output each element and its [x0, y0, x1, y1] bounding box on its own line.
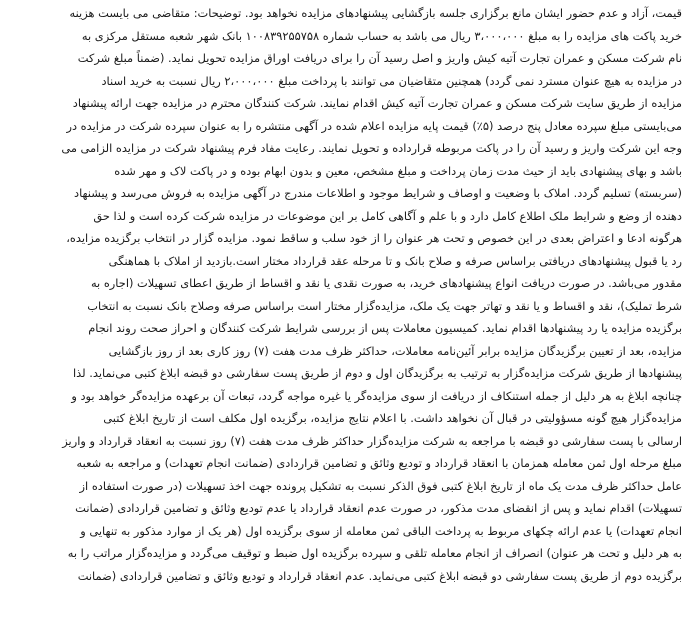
text-line: عامل حداکثر ظرف مدت یک ماه از تاریخ ابلاغ کتبی فوق الذکر نسبت به تشکیل پرونده جهت اخذ تسهیلات (در صورت استفاده از	[79, 478, 682, 493]
text-line: ارسالی با پست سفارشی دو قبضه با مراجعه به شرکت مزایده‌گزار حداکثر ظرف مدت هفت (۷) روز نسبت به انعقاد قرارداد و واریز	[62, 433, 682, 448]
text-line: نام شرکت مسکن و عمران تجارت آتیه کیش واریز و اصل رسید آن را برای دریافت اوراق مزایده تحویل نماید. (ضمناً مبلغ شرکت	[77, 51, 682, 65]
text-line: می‌بایستی مبلغ سپرده معادل پنج درصد (۵٪) قیمت پایه مزایده اعلام شده در آگهی منتشره را به عنوان سپرده شرکت در مزایده در	[66, 118, 682, 133]
text-line: مبلغ مرحله اول ثمن معامله همزمان با انعقاد قرارداد و تودیع وثائق و تضامین قراردادی (ضمانت انجام تعهدات) و مراجعه به شعبه	[76, 456, 682, 470]
text-line: باشد و بهای پیشنهادی باید از حیث مدت زمان پرداخت و مبلغ مشخص، معین و بدون ابهام بوده و در پاکت لاک و مهر شده	[114, 163, 682, 178]
text-line: مزایده از طریق سایت شرکت مسکن و عمران تجارت آتیه کیش اقدام نمایند. شرکت کنندگان محترم در مزایده جهت ارائه پیشنهاد	[72, 96, 682, 110]
text-line: چنانچه ابلاغ به هر دلیل از جمله استنکاف از دریافت از سوی مزایده‌گر یا غیره مواجه گردد، تبعات آن برعهده مزایده‌گر خواهد بود و	[71, 388, 682, 403]
text-line: مزایده، بعد از تعیین برگزیدگان مزایده برابر آئین‌نامه معاملات، حداکثر ظرف مدت هفت (۷) روز کاری بعد از روز بازگشایی	[108, 343, 682, 358]
text-line: قیمت، آزاد و عدم حضور ایشان مانع برگزاری جلسه بازگشایی پیشنهادهای مزایده نخواهد بود. توضیحات: متقاضی می بایست هزینه	[69, 6, 682, 20]
text-line: انجام تعهدات) یا عدم ارائه چکهای مربوط به پرداخت الباقی ثمن معامله از سوی برگزیده اول (هر یک از موارد مذکور به تنهایی و	[80, 523, 682, 538]
text-line: در مزایده به هیچ عنوان مسترد نمی گردد) همچنین متقاضیان می توانند با پرداخت مبلغ ۲،۰۰۰،۰۰۰ ریال نسبت به خرید اسناد	[101, 73, 682, 88]
text-line: وجه این شرکت واریز و رسید آن را در پاکت مربوطه قرارداده و تحویل نمایند. رعایت مفاد فرم پیشنهاد شرکت در مزایده الزامی می	[61, 141, 682, 155]
document-body	[10, 2, 682, 587]
text-line: تسهیلات) اقدام نماید و پس از انقضای مدت مذکور، در صورت عدم انعقاد قرارداد یا عدم تودیع وثائق و تضامین قراردادی (ضمانت	[75, 501, 682, 515]
text-line: به هر دلیل و تحت هر عنوان) انصراف از انجام معامله تلقی و سپرده برگزیده اول ضبط و توقیف می‌گردد و مزایده‌گزار مراتب را به	[67, 546, 682, 560]
text-line: پیشنهادها از طریق شرکت مزایده‌گزار به ترتیب به برگزیدگان اول و دوم از طریق پست سفارشی دو قبضه ابلاغ کتبی می‌نماید. لذا	[73, 366, 682, 380]
text-line: دهنده از وضع و شرایط ملک اطلاع کامل دارد و با علم و آگاهی کامل بر این موضوعات در مزایده شرکت کرده است و لذا حق	[93, 208, 682, 223]
text-line: مقدور می‌باشد. در صورت دریافت انواع پیشنهادهای خرید، به صورت نقدی یا نقد و اقساط از طریق اعطای تسهیلات (اجاره به	[90, 276, 682, 290]
text-line: شرط تملیک)، نقد و اقساط و یا نقد و تهاتر جهت یک ملک، مزایده‌گزار مختار است براساس صرفه وصلاح بانک نسبت به انتخاب	[87, 298, 682, 313]
text-line: مزایده‌گزار هیچ گونه مسؤولیتی در قبال آن نخواهد داشت. با اعلام نتایج مزایده، برگزیده اول مکلف است از تاریخ ابلاغ کتبی	[103, 411, 682, 425]
text-line: رد یا قبول پیشنهادهای دریافتی براساس صرفه و صلاح بانک و تا مرحله عقد قرارداد مختار است.بازدید از املاک با هماهنگی	[108, 253, 682, 268]
text-line: برگزیده دوم از طریق پست سفارشی دو قبضه ابلاغ کتبی می‌نماید. عدم انعقاد قرارداد و تودیع وثائق و تضامین قراردادی (ضمانت	[77, 568, 682, 583]
text-line: هرگونه ادعا و اعتراض بعدی در این خصوص و تحت هر عنوان را از خود سلب و ساقط نمود. مزایده گزار در انتخاب برگزیده مزایده،	[66, 231, 682, 245]
text-line: برگزیده مزایده یا رد پیشنهادها اقدام نماید. کمیسیون معاملات پس از بررسی شرایط شرکت کنندگان و احراز صحت روند انجام	[88, 321, 682, 335]
text-line: (سربسته) تسلیم گردد. املاک با وضعیت و اوصاف و شرایط موجود و اطلاعات مندرج در آگهی مزایده به فروش می‌رسد و پیشنهاد	[74, 186, 682, 200]
text-line: خرید پاکت های مزایده را به مبلغ ۳،۰۰۰،۰۰۰ ریال می باشد به حساب شماره ۱۰۰۸۳۹۲۵۵۷۵۸ بانک شهر شعبه مستقل مرکزی به	[81, 28, 682, 43]
